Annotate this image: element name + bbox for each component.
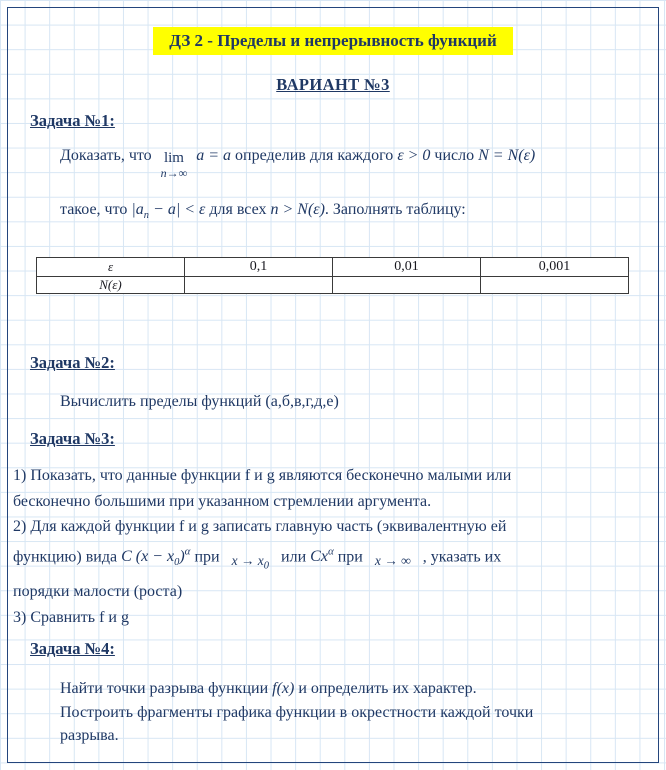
math-f-of-x: f(x) bbox=[272, 680, 295, 697]
math-main-post: ) bbox=[179, 547, 185, 565]
table-row-epsilon bbox=[37, 258, 629, 277]
task3-text: , указать их bbox=[422, 547, 502, 565]
math-x-to-infinity: x → ∞ bbox=[374, 552, 411, 568]
task4-line-with-math bbox=[60, 677, 622, 701]
task3-line: 2) Для каждой функции f и g записать главную часть (эквивалентную ей bbox=[13, 518, 507, 535]
lim-label: lim bbox=[163, 150, 184, 166]
task1-text: для всех bbox=[209, 201, 267, 218]
task1-text: . Заполнять таблицу: bbox=[324, 201, 466, 218]
epsilon-table bbox=[36, 257, 629, 294]
task3-statement bbox=[13, 463, 655, 630]
math-alpha-exponent: α bbox=[327, 545, 334, 558]
task3-text: функцию) вида bbox=[13, 547, 118, 565]
math-Cx-alpha bbox=[310, 545, 334, 565]
cell-empty bbox=[333, 277, 481, 294]
task3-text: при bbox=[194, 547, 220, 565]
task3-line: порядки малости (роста) bbox=[13, 583, 183, 601]
task2-heading: Задача №2: bbox=[30, 353, 115, 372]
task3-line: бесконечно большими при указанном стремлении аргумента. bbox=[13, 492, 432, 510]
math-n-gt-N: n > N(ε) bbox=[270, 201, 325, 218]
lim-subscript: n→∞ bbox=[160, 166, 188, 180]
cell-value: 0,001 bbox=[481, 258, 629, 277]
table-row-N bbox=[37, 277, 629, 294]
variant-heading: ВАРИАНТ №3 bbox=[276, 75, 390, 94]
cell-epsilon: ε bbox=[37, 258, 185, 277]
task1-text: определив для каждого bbox=[235, 147, 394, 164]
task4-heading: Задача №4: bbox=[30, 639, 115, 658]
task3-heading: Задача №3: bbox=[30, 429, 115, 448]
math-epsilon-gt-0: ε > 0 bbox=[397, 147, 431, 164]
title-row bbox=[0, 27, 666, 55]
cell-value: 0,1 bbox=[185, 258, 333, 277]
cell-empty bbox=[481, 277, 629, 294]
task3-line-with-math bbox=[13, 540, 655, 580]
math-x-to-x0-pre: x → x bbox=[231, 552, 264, 568]
math-alpha-exponent: α bbox=[184, 545, 191, 558]
math-Cx: Cx bbox=[310, 547, 328, 565]
math-main-part bbox=[121, 545, 191, 569]
task4-statement bbox=[60, 677, 622, 748]
task4-line: Построить фрагменты графика функции в окрестности каждой точки bbox=[60, 703, 534, 721]
task3-text: при bbox=[337, 547, 363, 565]
task4-line: разрыва. bbox=[60, 727, 119, 744]
limit-notation bbox=[156, 151, 193, 181]
cell-N-of-epsilon: N(ε) bbox=[37, 277, 185, 294]
cell-value: 0,01 bbox=[333, 258, 481, 277]
math-N-of-epsilon: N = N(ε) bbox=[478, 147, 536, 164]
task1-text: такое, что bbox=[60, 201, 128, 218]
task1-text: число bbox=[434, 147, 475, 164]
task3-line: 3) Сравнить f и g bbox=[13, 608, 129, 626]
homework-title: ДЗ 2 - Пределы и непрерывность функций bbox=[153, 27, 513, 55]
task3-text: или bbox=[281, 547, 307, 565]
task2-statement: Вычислить пределы функций (а,б,в,г,д,е) bbox=[60, 393, 339, 410]
task1-statement-line2 bbox=[60, 199, 650, 227]
math-a-equals-a: a = a bbox=[196, 147, 232, 164]
math-abs-inequality bbox=[131, 201, 206, 222]
task1-heading: Задача №1: bbox=[30, 111, 115, 130]
task1-statement-line1 bbox=[60, 145, 650, 181]
math-abs-pre: |a bbox=[131, 201, 144, 218]
math-abs-subscript: n bbox=[143, 210, 150, 222]
math-main-subscript: 0 bbox=[174, 557, 180, 569]
task4-text: Найти точки разрыва функции bbox=[60, 680, 269, 697]
cell-empty bbox=[185, 277, 333, 294]
math-abs-post: − a| < ε bbox=[149, 201, 206, 218]
task1-text: Доказать, что bbox=[60, 147, 152, 164]
task3-line: 1) Показать, что данные функции f и g являются бесконечно малыми или bbox=[13, 467, 512, 484]
math-x-to-x0 bbox=[224, 552, 277, 572]
math-main-pre: C (x − x bbox=[121, 547, 175, 565]
math-x0-subscript: 0 bbox=[263, 560, 270, 572]
task4-text: и определить их характер. bbox=[298, 680, 477, 697]
